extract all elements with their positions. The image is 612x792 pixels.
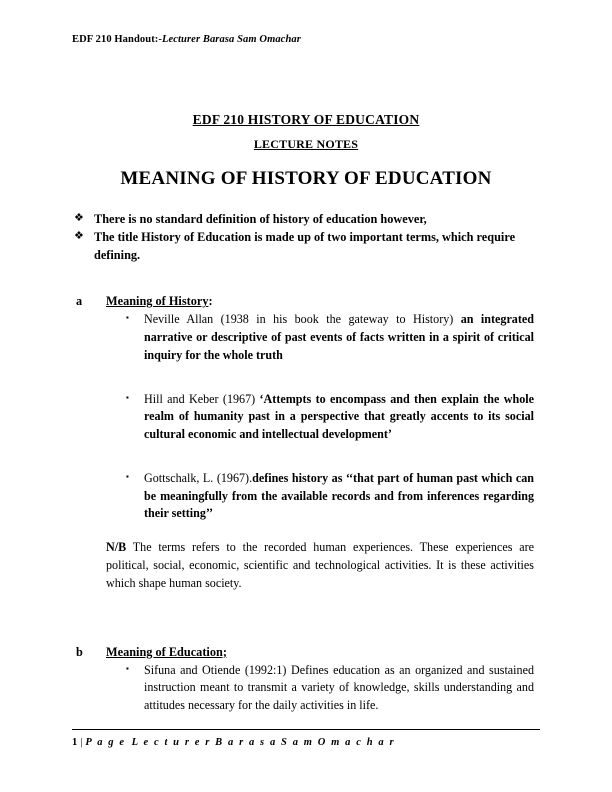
document-body bbox=[72, 0, 540, 715]
diamond-bullet-icon: ❖ bbox=[74, 230, 84, 243]
footer-name: L e c t u r e r B a r a s a S a m O m a c h a r bbox=[131, 737, 396, 748]
list-item bbox=[72, 662, 540, 715]
section-meaning-of-education bbox=[72, 645, 540, 715]
section-heading-text: Meaning of History bbox=[106, 294, 209, 309]
intro-bullet-text: The title History of Education is made up of two important terms, which require defining. bbox=[94, 230, 516, 262]
section-heading-suffix: : bbox=[208, 294, 213, 309]
footer-page-number: 1 bbox=[72, 737, 78, 748]
definition-plain-text: Sifuna and Otiende (1992:1) Defines education as an organized and sustained instruction meant to transmit a variety of knowledge, skills understanding and attitudes necessary for the daily activities in life. bbox=[144, 662, 534, 713]
list-item bbox=[72, 470, 540, 523]
section-letter: a bbox=[76, 294, 83, 309]
section-heading bbox=[106, 645, 540, 660]
section-letter: b bbox=[76, 644, 83, 659]
footer-separator: | bbox=[80, 737, 83, 748]
footer-page-label: P a g e bbox=[85, 737, 126, 748]
intro-bullet-list bbox=[72, 211, 540, 264]
note-label: N/B bbox=[106, 540, 127, 555]
definition-bold-text: ‘Attempts to encompass and then explain the whole realm of humanity past in a perspective that greatly accents to its social cultural economic and intellectual development’ bbox=[144, 391, 534, 442]
square-bullet-icon: ▪ bbox=[126, 392, 129, 402]
header-course-code: EDF 210 Handout:- bbox=[72, 34, 162, 45]
note-text: The terms refers to the recorded human experiences. These experiences are political, social, economic, scientific and technological activities. It is these activities which shape human society. bbox=[106, 540, 534, 590]
square-bullet-icon: ▪ bbox=[126, 313, 129, 323]
note-paragraph bbox=[106, 539, 540, 592]
history-definition-list bbox=[72, 311, 540, 523]
definition-plain-text: Hill and Keber (1967) bbox=[144, 391, 260, 406]
list-item bbox=[72, 391, 540, 444]
education-definition-list bbox=[72, 662, 540, 715]
list-item bbox=[72, 311, 540, 364]
header-lecturer: Lecturer Barasa Sam Omachar bbox=[162, 34, 301, 45]
definition-bold-text: defines history as ‘‘that part of human past which can be meaningfully from the available records and from inferences regarding their setting’’ bbox=[144, 470, 534, 521]
section-heading-text: Meaning of Education; bbox=[106, 644, 227, 659]
section-meaning-of-history bbox=[72, 294, 540, 592]
definition-plain-text: Neville Allan (1938 in his book the gateway to History) bbox=[144, 312, 461, 327]
page-footer bbox=[72, 729, 540, 748]
square-bullet-icon: ▪ bbox=[126, 663, 129, 673]
section-heading bbox=[106, 294, 540, 309]
definition-bold-text: an integrated narrative or descriptive of past events of facts written in a spirit of critical inquiry for the whole truth bbox=[144, 312, 534, 362]
running-header bbox=[72, 34, 540, 45]
list-item bbox=[72, 229, 540, 264]
intro-bullet-text: There is no standard definition of history of education however, bbox=[94, 212, 427, 226]
section-title: MEANING OF HISTORY OF EDUCATION bbox=[120, 168, 492, 189]
page-subtitle: LECTURE NOTES bbox=[253, 137, 359, 151]
page-title: EDF 210 HISTORY OF EDUCATION bbox=[192, 112, 420, 127]
diamond-bullet-icon: ❖ bbox=[74, 212, 84, 224]
square-bullet-icon: ▪ bbox=[126, 471, 129, 481]
list-item bbox=[72, 211, 540, 228]
definition-plain-text: Gottschalk, L. (1967). bbox=[144, 470, 253, 485]
